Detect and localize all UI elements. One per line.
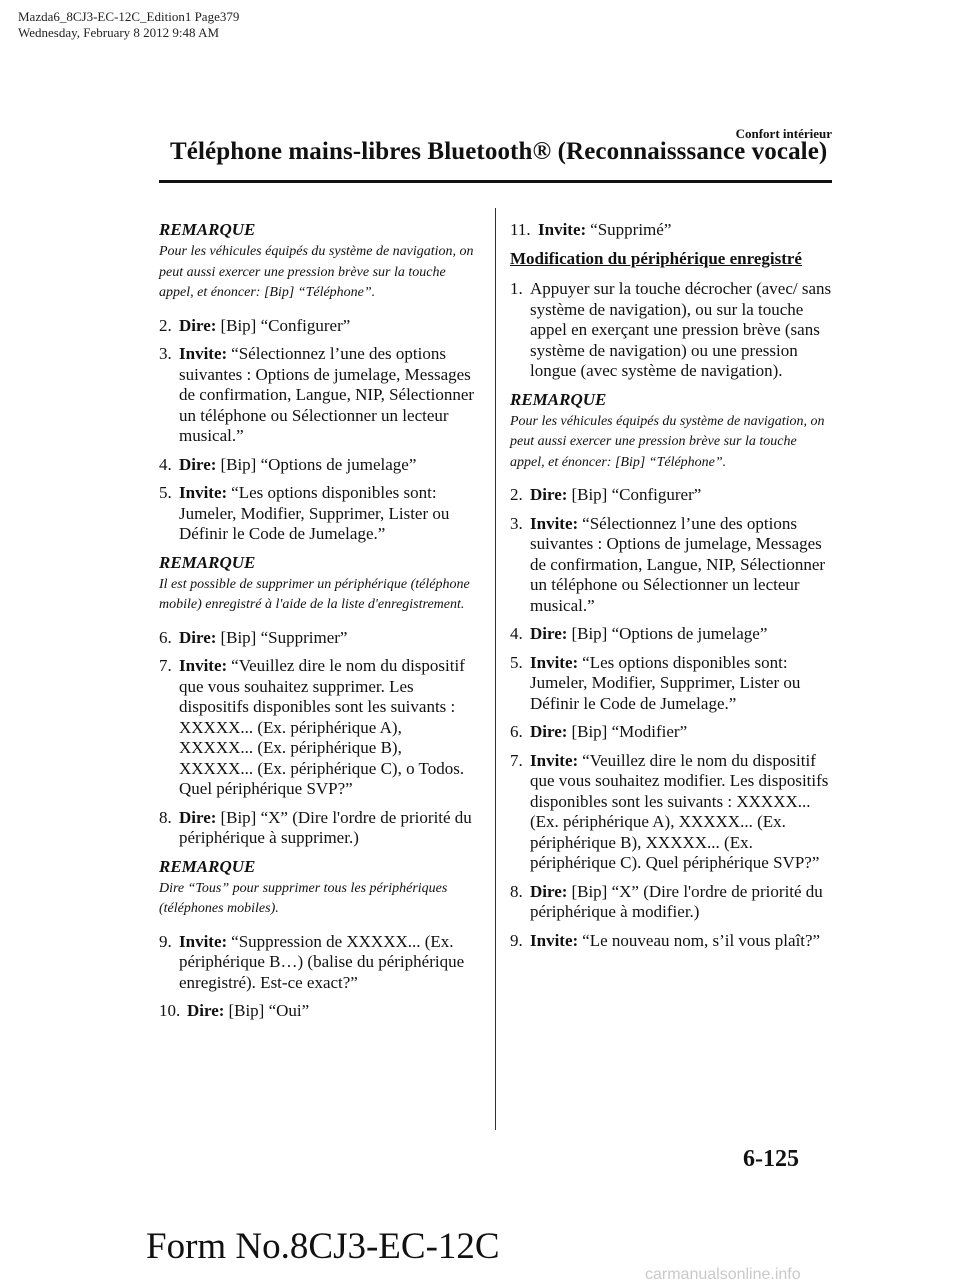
step-number: 3.	[159, 344, 172, 363]
step-number: 7.	[510, 750, 523, 770]
meta-line-2: Wednesday, February 8 2012 9:48 AM	[18, 25, 220, 40]
note-text: Dire “Tous” pour supprimer tous les périphériques (téléphones mobiles).	[159, 880, 448, 916]
step-number: 9.	[159, 931, 172, 951]
step-keyword: Invite:	[179, 931, 228, 951]
step-text: [Bip] “X” (Dire l'ordre de priorité du périphérique à supprimer.)	[179, 807, 472, 847]
step-item	[159, 455, 479, 476]
step-item	[510, 485, 832, 506]
step-keyword: Invite:	[179, 656, 228, 675]
column-divider	[495, 208, 496, 1130]
step-text: “Veuillez dire le nom du dispositif que vous souhaitez supprimer. Les dispositifs disponibles sont les suivants : XXXXX... (Ex. périphérique A), XXXXX... (Ex. périphérique B), XXXXX... (Ex. périphérique C), o Todos. Quel périphérique SVP?”	[179, 656, 465, 798]
step-number: 10.	[159, 1001, 181, 1020]
step-item	[510, 279, 832, 382]
step-text: [Bip] “Options de jumelage”	[220, 454, 417, 474]
step-text: Appuyer sur la touche décrocher (avec/ sans système de navigation), ou sur la touche appel en exerçant une pression brève (sans système de navigation) ou une pression longue (avec système de navigation).	[530, 279, 832, 380]
step-keyword: Invite:	[530, 652, 579, 672]
step-text: “Supprimé”	[590, 220, 672, 239]
step-keyword: Invite:	[179, 483, 228, 502]
step-number: 6.	[159, 627, 172, 647]
step-number: 1.	[510, 279, 523, 298]
page-number: 6-125	[743, 1146, 799, 1172]
step-keyword: Invite:	[538, 220, 587, 239]
step-number: 4.	[510, 624, 523, 643]
step-item	[510, 220, 832, 241]
note-block	[159, 220, 479, 304]
step-item	[510, 751, 832, 874]
subsection-heading: Modification du périphérique enregistré	[510, 248, 802, 268]
step-item	[159, 932, 479, 994]
section-label: Confort intérieur	[735, 126, 832, 141]
step-text: [Bip] “Modifier”	[571, 722, 688, 741]
step-number: 4.	[159, 454, 172, 474]
note-heading: REMARQUE	[159, 552, 256, 572]
step-number: 6.	[510, 722, 523, 741]
note-heading: REMARQUE	[159, 856, 256, 876]
step-keyword: Dire:	[530, 485, 568, 504]
title-rule	[159, 180, 832, 183]
step-number: 9.	[510, 930, 523, 950]
note-block	[159, 857, 479, 920]
note-block	[510, 390, 832, 474]
note-heading: REMARQUE	[510, 389, 607, 409]
step-keyword: Dire:	[187, 1001, 225, 1020]
step-keyword: Dire:	[530, 881, 568, 901]
step-item	[159, 344, 479, 447]
page-title: Téléphone mains-libres Bluetooth® (Reconnaisssance vocale)	[170, 138, 828, 165]
step-keyword: Invite:	[530, 513, 579, 533]
step-item	[510, 931, 832, 952]
step-keyword: Invite:	[530, 750, 579, 770]
step-text: “Les options disponibles sont: Jumeler, Modifier, Supprimer, Lister ou Définir le Code de Jumelage.”	[530, 652, 801, 713]
step-item	[159, 1001, 479, 1022]
step-number: 5.	[159, 483, 172, 502]
step-text: [Bip] “Configurer”	[220, 315, 351, 335]
step-text: [Bip] “Configurer”	[571, 485, 702, 504]
step-text: “Suppression de XXXXX... (Ex. périphérique B…) (balise du périphérique enregistré). Est-ce exact?”	[179, 931, 465, 992]
step-number: 8.	[510, 881, 523, 901]
note-block	[159, 553, 479, 616]
step-keyword: Invite:	[179, 344, 228, 363]
step-text: “Le nouveau nom, s’il vous plaît?”	[582, 930, 821, 950]
step-item	[510, 653, 832, 715]
step-keyword: Dire:	[179, 454, 217, 474]
step-number: 7.	[159, 656, 172, 675]
step-item	[510, 882, 832, 923]
step-text: [Bip] “Supprimer”	[220, 627, 348, 647]
meta-line-1: Mazda6_8CJ3-EC-12C_Edition1 Page379	[18, 9, 240, 24]
step-item	[159, 656, 479, 800]
step-item	[159, 316, 479, 337]
step-number: 8.	[159, 807, 172, 827]
step-item	[159, 483, 479, 545]
step-item	[510, 514, 832, 617]
step-item	[510, 624, 832, 645]
step-text: “Les options disponibles sont: Jumeler, Modifier, Supprimer, Lister ou Définir le Code de Jumelage.”	[179, 483, 450, 543]
step-keyword: Dire:	[179, 807, 217, 827]
step-keyword: Dire:	[179, 627, 217, 647]
watermark: carmanualsonline.info	[645, 1266, 801, 1283]
step-text: [Bip] “Oui”	[228, 1001, 310, 1020]
step-number: 3.	[510, 513, 523, 533]
step-keyword: Invite:	[530, 930, 579, 950]
step-text: [Bip] “X” (Dire l'ordre de priorité du périphérique à modifier.)	[530, 881, 823, 921]
step-item	[159, 808, 479, 849]
note-text: Pour les véhicules équipés du système de navigation, on peut aussi exercer une pression brève sur la touche appel, et énoncer: [Bip] “Téléphone”.	[510, 413, 825, 470]
step-item	[159, 628, 479, 649]
note-text: Pour les véhicules équipés du système de navigation, on peut aussi exercer une pression brève sur la touche appel, et énoncer: [Bip] “Téléphone”.	[159, 244, 474, 300]
step-keyword: Dire:	[530, 722, 568, 741]
step-text: “Sélectionnez l’une des options suivantes : Options de jumelage, Messages de confirmation, Langue, NIP, Sélectionner un téléphone ou Sélectionner un lecteur musical.”	[530, 513, 826, 615]
step-number: 2.	[159, 315, 172, 335]
step-text: “Sélectionnez l’une des options suivantes : Options de jumelage, Messages de confirmation, Langue, NIP, Sélectionner un téléphone ou Sélectionner un lecteur musical.”	[179, 344, 475, 445]
right-column	[510, 220, 832, 959]
step-number: 11.	[510, 220, 531, 239]
note-text: Il est possible de supprimer un périphérique (téléphone mobile) enregistré à l'aide de la liste d'enregistrement.	[159, 576, 470, 612]
step-text: “Veuillez dire le nom du dispositif que vous souhaitez modifier. Les dispositifs disponibles sont les suivants : XXXXX... (Ex. périphérique A), XXXXX... (Ex. périphérique B), XXXXX... (Ex. périphérique C). Quel périphérique SVP?”	[530, 750, 829, 872]
step-item	[510, 722, 832, 743]
document-meta	[18, 9, 239, 41]
form-number: Form No.8CJ3-EC-12C	[146, 1226, 500, 1267]
step-number: 5.	[510, 652, 523, 672]
note-heading: REMARQUE	[159, 220, 256, 239]
step-keyword: Dire:	[530, 624, 568, 643]
left-column	[159, 220, 479, 1030]
step-keyword: Dire:	[179, 315, 217, 335]
step-number: 2.	[510, 485, 523, 504]
step-text: [Bip] “Options de jumelage”	[571, 624, 768, 643]
